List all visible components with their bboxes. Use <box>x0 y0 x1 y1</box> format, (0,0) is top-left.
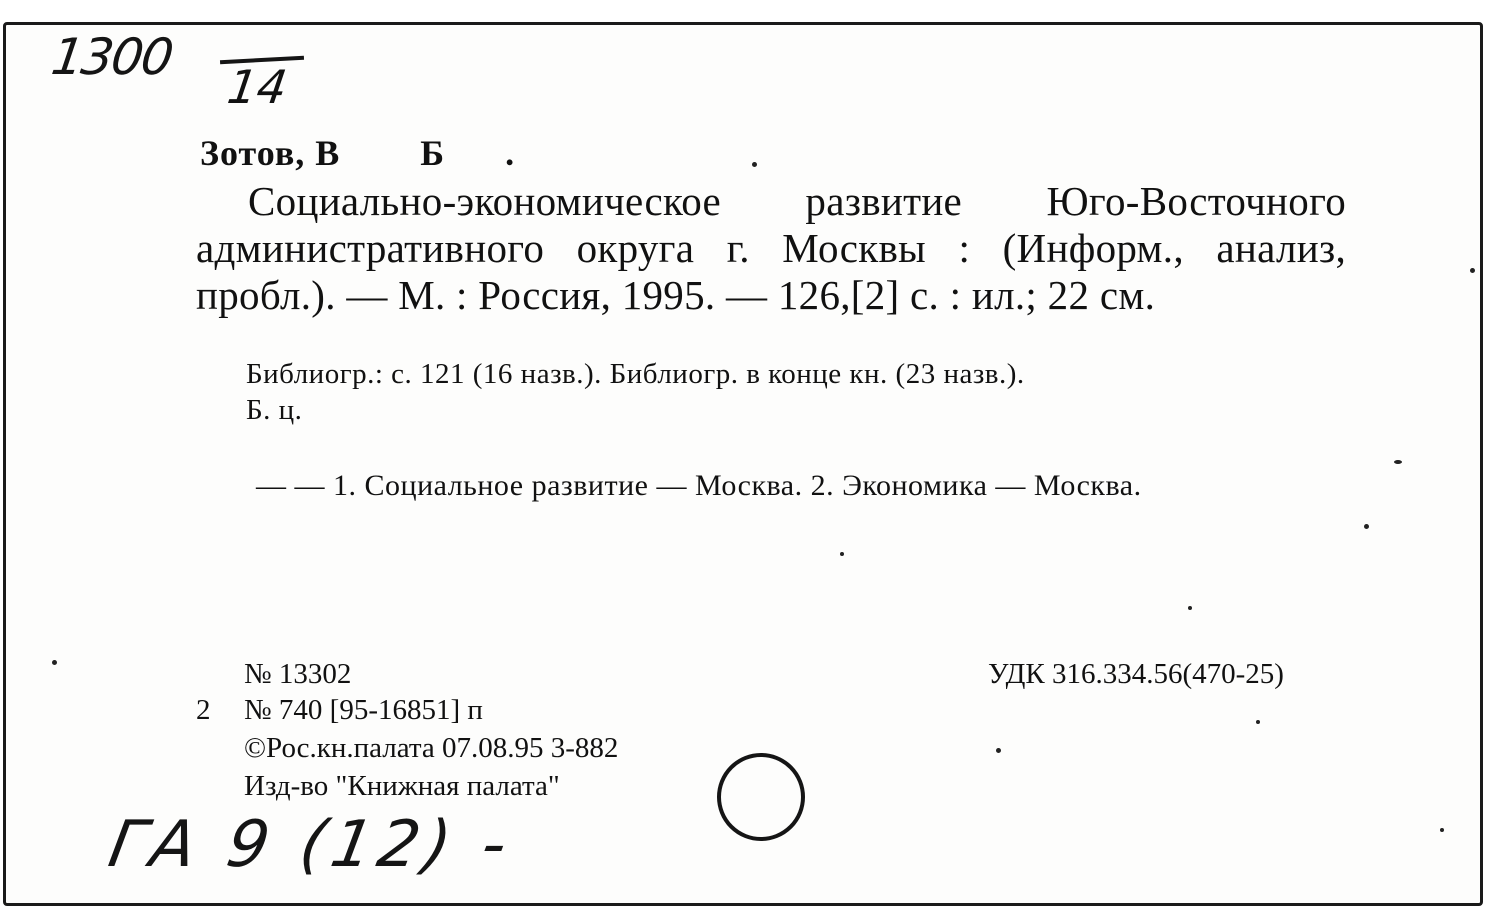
handwritten-bottom-note: ГА 9 (12) - <box>103 808 519 882</box>
fraction-denominator: 14 <box>224 60 291 114</box>
bibliographic-description: Социально-экономическое развитие Юго-Восточного административного округа г. Москвы : (Информ., анализ, пробл.). — М. : Россия, 1995. — 126,[2] с. : ил.; 22 см. <box>196 178 1346 318</box>
scan-speck <box>1394 460 1402 464</box>
scan-speck <box>996 748 1001 753</box>
copy-count: 2 <box>196 694 211 726</box>
stamp-circle <box>717 753 805 841</box>
price-note: Б. ц. <box>246 394 303 426</box>
scan-speck <box>1364 524 1369 529</box>
scan-speck <box>52 660 57 665</box>
registration-number: № 13302 <box>244 658 352 690</box>
second-number: № 740 [95-16851] п <box>244 694 483 726</box>
bibliography-note: Библиогр.: с. 121 (16 назв.). Библиогр. в конце кн. (23 назв.). <box>246 358 1025 390</box>
udk-code: УДК 316.334.56(470-25) <box>988 658 1284 690</box>
scan-speck <box>1440 828 1444 832</box>
scan-speck <box>840 552 844 556</box>
handwritten-shelf-fraction <box>212 42 308 122</box>
scan-speck <box>752 162 757 167</box>
handwritten-shelf-number: 1300 <box>47 28 176 86</box>
scan-speck <box>1256 720 1260 724</box>
publisher-line: Изд-во "Книжная палата" <box>244 770 560 802</box>
author-heading: Зотов, В Б . <box>200 133 516 173</box>
subject-headings: — — 1. Социальное развитие — Москва. 2. Экономика — Москва. <box>256 469 1142 502</box>
copyright-line: ©Рос.кн.палата 07.08.95 3-882 <box>244 732 619 764</box>
scan-speck <box>1188 606 1192 610</box>
scan-speck <box>1470 268 1475 273</box>
